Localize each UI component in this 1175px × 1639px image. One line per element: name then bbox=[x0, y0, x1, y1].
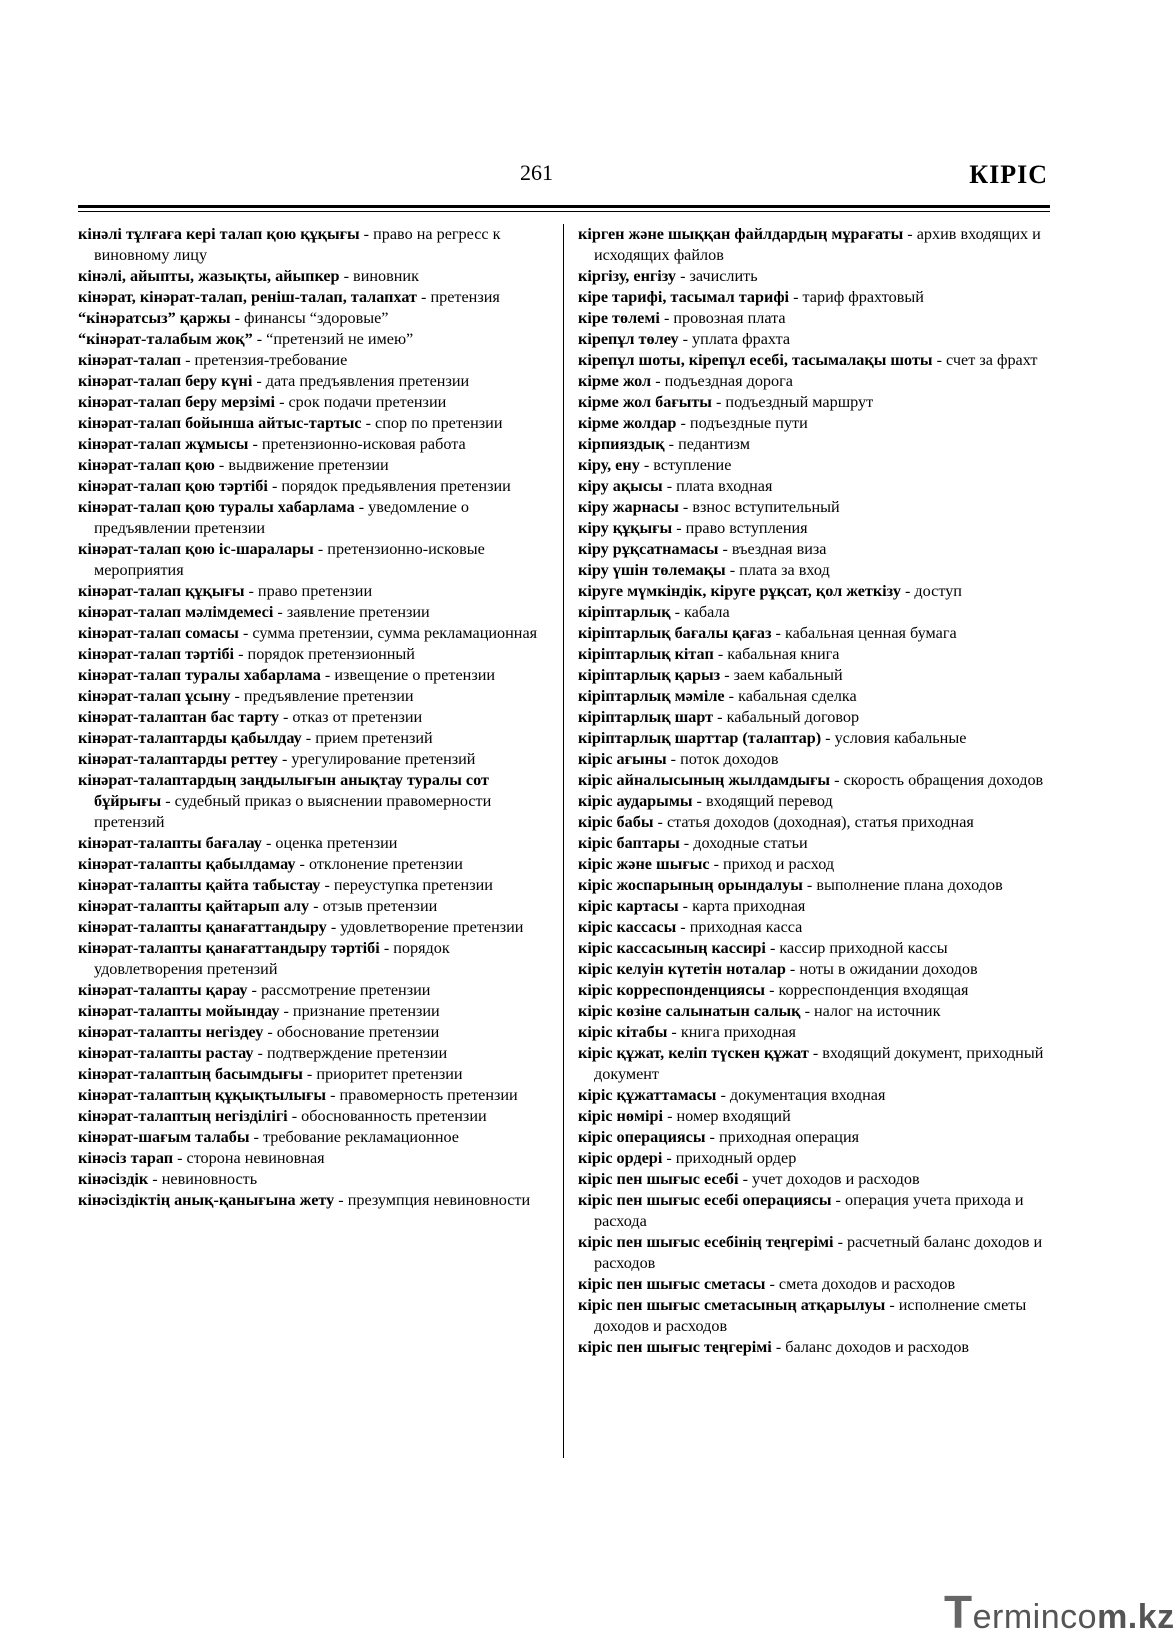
entry-definition: - приходный ордер bbox=[662, 1149, 797, 1167]
entry-term: кіріс аударымы bbox=[578, 792, 693, 810]
entry-term: кінәсіздіктің анық-қанығына жету bbox=[78, 1191, 335, 1209]
entry-definition: - кабала bbox=[670, 603, 730, 621]
dictionary-entry bbox=[578, 728, 1056, 749]
entry-definition: - переуступка претензии bbox=[320, 876, 493, 894]
dictionary-entry bbox=[578, 707, 1056, 728]
entry-definition: - правомерность претензии bbox=[326, 1086, 518, 1104]
entry-definition: - претензия-требование bbox=[181, 351, 348, 369]
entry-definition: - зачислить bbox=[676, 267, 758, 285]
entry-definition: - приходная операция bbox=[705, 1128, 860, 1146]
dictionary-entry bbox=[578, 518, 1056, 539]
entry-term: кіру құқығы bbox=[578, 519, 673, 537]
dictionary-entry bbox=[578, 896, 1056, 917]
entry-term: кінәрат-талап беру күні bbox=[78, 372, 253, 390]
dictionary-entry bbox=[78, 287, 546, 308]
entry-definition: - плата за вход bbox=[725, 561, 830, 579]
dictionary-entry bbox=[578, 1106, 1056, 1127]
entry-term: кінәрат-талапты негіздеу bbox=[78, 1023, 264, 1041]
entry-term: кінәлі тұлғаға кері талап қою құқығы bbox=[78, 225, 360, 243]
entry-definition: - корреспонденция входящая bbox=[765, 981, 969, 999]
entry-term: кіріс жоспарының орындалуы bbox=[578, 876, 803, 894]
entry-definition: - прием претензий bbox=[301, 729, 433, 747]
entry-definition: - взнос вступительный bbox=[678, 498, 840, 516]
entry-term: кіру, ену bbox=[578, 456, 640, 474]
dictionary-entry bbox=[78, 224, 546, 266]
entry-term: кінәрат-талап бойынша айтыс-тартыс bbox=[78, 414, 362, 432]
entry-term: “кінәрат-талабым жоқ” bbox=[78, 330, 253, 348]
dictionary-entry bbox=[78, 455, 546, 476]
dictionary-entry bbox=[578, 560, 1056, 581]
entry-definition: - финансы “здоровые” bbox=[230, 309, 389, 327]
dictionary-entry bbox=[578, 602, 1056, 623]
entry-term: кірепұл төлеу bbox=[578, 330, 679, 348]
entry-term: кінәрат-талап ұсыну bbox=[78, 687, 231, 705]
dictionary-entry bbox=[578, 224, 1056, 266]
entry-term: кінәрат-талаптарды реттеу bbox=[78, 750, 278, 768]
right-column bbox=[578, 224, 1056, 1358]
entry-term: кінәрат-талап қою іс-шаралары bbox=[78, 540, 314, 558]
dictionary-entry bbox=[578, 812, 1056, 833]
entry-term: кінәрат, кінәрат-талап, реніш-талап, талапхат bbox=[78, 288, 417, 306]
dictionary-entry bbox=[578, 266, 1056, 287]
dictionary-entry bbox=[78, 1064, 546, 1085]
entry-definition: - условия кабальные bbox=[821, 729, 967, 747]
left-column bbox=[78, 224, 546, 1211]
entry-definition: - претензия bbox=[416, 288, 500, 306]
entry-term: кіріптарлық bbox=[578, 603, 671, 621]
dictionary-entry bbox=[578, 791, 1056, 812]
entry-term: кіріптарлық бағалы қағаз bbox=[578, 624, 772, 642]
entry-term: кінәрат-талапты бағалау bbox=[78, 834, 262, 852]
dictionary-entry bbox=[78, 833, 546, 854]
entry-definition: - кабальная сделка bbox=[724, 687, 857, 705]
entry-term: кіріс кассасының кассирі bbox=[578, 939, 766, 957]
entry-term: кіруге мүмкіндік, кіруге рұқсат, қол жеткізу bbox=[578, 582, 901, 600]
entry-term: кінәрат-талапты растау bbox=[78, 1044, 254, 1062]
header-rule-thin bbox=[78, 211, 1050, 212]
entry-term: кінәрат-талаптан бас тарту bbox=[78, 708, 279, 726]
entry-term: кінәрат-талапты қайтарып алу bbox=[78, 897, 310, 915]
entry-definition: - подъездный маршрут bbox=[711, 393, 874, 411]
entry-term: кіріс айналысының жылдамдығы bbox=[578, 771, 831, 789]
dictionary-entry bbox=[78, 728, 546, 749]
entry-term: кінәсіз тарап bbox=[78, 1149, 174, 1167]
entry-definition: - судебный приказ о выяснении правомерности претензий bbox=[94, 792, 492, 831]
dictionary-entry bbox=[578, 959, 1056, 980]
logo-letter-o: о bbox=[1077, 1598, 1098, 1636]
entry-definition: - доходные статьи bbox=[679, 834, 808, 852]
entry-definition: - педантизм bbox=[664, 435, 750, 453]
dictionary-entry bbox=[78, 1085, 546, 1106]
dictionary-entry bbox=[578, 329, 1056, 350]
entry-definition: - выполнение плана доходов bbox=[802, 876, 1003, 894]
dictionary-entry bbox=[578, 371, 1056, 392]
entry-definition: - кабальный договор bbox=[713, 708, 860, 726]
entry-definition: - срок подачи претензии bbox=[275, 393, 447, 411]
entry-term: кіріс көзіне салынатын салық bbox=[578, 1002, 801, 1020]
entry-definition: - расчетный баланс доходов и расходов bbox=[594, 1233, 1043, 1272]
dictionary-entry bbox=[578, 287, 1056, 308]
dictionary-entry bbox=[578, 455, 1056, 476]
entry-definition: - подъездная дорога bbox=[651, 372, 793, 390]
entry-term: кінәрат-талапты қабылдамау bbox=[78, 855, 296, 873]
entry-definition: - презумпция невиновности bbox=[334, 1191, 531, 1209]
entry-definition: - кассир приходной кассы bbox=[765, 939, 948, 957]
entry-definition: - уведомление о предъявлении претензии bbox=[94, 498, 469, 537]
entry-definition: - отказ от претензии bbox=[278, 708, 423, 726]
entry-term: кіре төлемі bbox=[578, 309, 660, 327]
entry-term: кінәрат-талапты қарау bbox=[78, 981, 248, 999]
entry-term: кіріс кітабы bbox=[578, 1023, 668, 1041]
entry-term: кінәрат-талап құқығы bbox=[78, 582, 245, 600]
entry-term: кінәлі, айыпты, жазықты, айыпкер bbox=[78, 267, 340, 285]
termincom-logo[interactable] bbox=[944, 1585, 1175, 1639]
entry-definition: - приходная касса bbox=[676, 918, 803, 936]
entry-definition: - право вступления bbox=[672, 519, 808, 537]
dictionary-entry bbox=[78, 539, 546, 581]
dictionary-entry bbox=[78, 854, 546, 875]
entry-definition: - порядок удовлетворения претензий bbox=[94, 939, 450, 978]
dictionary-entry bbox=[578, 1337, 1056, 1358]
entry-term: кінәрат-талап қою тәртібі bbox=[78, 477, 268, 495]
dictionary-entry bbox=[78, 1022, 546, 1043]
entry-definition: - сумма претензии, сумма рекламационная bbox=[238, 624, 538, 642]
entry-term: кіріс ордері bbox=[578, 1149, 663, 1167]
entry-definition: - отклонение претензии bbox=[295, 855, 463, 873]
entry-definition: - учет доходов и расходов bbox=[738, 1170, 920, 1188]
entry-term: кінәрат-талапты қанағаттандыру bbox=[78, 918, 327, 936]
entry-term: кіріс картасы bbox=[578, 897, 679, 915]
dictionary-entry bbox=[78, 665, 546, 686]
page-number: 261 bbox=[520, 160, 553, 185]
entry-term: кірме жолдар bbox=[578, 414, 677, 432]
dictionary-entry bbox=[578, 413, 1056, 434]
dictionary-entry bbox=[578, 497, 1056, 518]
entry-term: кіріптарлық шарттар (талаптар) bbox=[578, 729, 822, 747]
dictionary-entry bbox=[578, 623, 1056, 644]
entry-definition: - оценка претензии bbox=[261, 834, 398, 852]
entry-definition: - операция учета прихода и расхода bbox=[594, 1191, 1024, 1230]
entry-definition: - заем кабальный bbox=[720, 666, 843, 684]
entry-definition: - статья доходов (доходная), статья приходная bbox=[653, 813, 974, 831]
entry-definition: - провозная плата bbox=[659, 309, 786, 327]
entry-term: кіріс бабы bbox=[578, 813, 654, 831]
entry-term: кіріс корреспонденциясы bbox=[578, 981, 766, 999]
dictionary-entry bbox=[578, 1085, 1056, 1106]
entry-term: “кінәратсыз” қаржы bbox=[78, 309, 231, 327]
entry-term: кіріс құжат, келіп түскен құжат bbox=[578, 1044, 809, 1062]
dictionary-entry bbox=[78, 1190, 546, 1211]
entry-definition: - плата входная bbox=[662, 477, 773, 495]
entry-definition: - доступ bbox=[900, 582, 962, 600]
entry-definition: - “претензий не имею” bbox=[252, 330, 414, 348]
entry-definition: - претензионно-исковая работа bbox=[248, 435, 466, 453]
entry-term: кінәрат-талап жұмысы bbox=[78, 435, 249, 453]
dictionary-entry bbox=[78, 266, 546, 287]
entry-definition: - приоритет претензии bbox=[302, 1065, 463, 1083]
dictionary-entry bbox=[578, 665, 1056, 686]
dictionary-entry bbox=[78, 980, 546, 1001]
entry-term: кіру үшін төлемақы bbox=[578, 561, 726, 579]
running-head: КІРІС bbox=[969, 160, 1048, 189]
dictionary-entry bbox=[578, 1190, 1056, 1232]
entry-definition: - сторона невиновная bbox=[173, 1149, 325, 1167]
entry-definition: - удовлетворение претензии bbox=[326, 918, 524, 936]
entry-term: кінәрат-талап қою туралы хабарлама bbox=[78, 498, 355, 516]
dictionary-entry bbox=[578, 350, 1056, 371]
entry-definition: - признание претензии bbox=[279, 1002, 440, 1020]
entry-definition: - вступление bbox=[639, 456, 732, 474]
entry-term: кінәсіздік bbox=[78, 1170, 149, 1188]
entry-definition: - уплата фрахта bbox=[678, 330, 791, 348]
entry-definition: - подтверждение претензии bbox=[253, 1044, 448, 1062]
entry-definition: - предъявление претензии bbox=[230, 687, 414, 705]
dictionary-entry bbox=[78, 1127, 546, 1148]
dictionary-entry bbox=[78, 581, 546, 602]
entry-definition: - номер входящий bbox=[663, 1107, 791, 1125]
dictionary-entry bbox=[578, 1043, 1056, 1085]
entry-term: кіргізу, енгізу bbox=[578, 267, 677, 285]
dictionary-entry bbox=[78, 329, 546, 350]
dictionary-entry bbox=[78, 476, 546, 497]
entry-definition: - урегулирование претензий bbox=[277, 750, 476, 768]
dictionary-entry bbox=[78, 434, 546, 455]
dictionary-entry bbox=[578, 1169, 1056, 1190]
entry-term: кіріс пен шығыс есебінің теңгерімі bbox=[578, 1233, 834, 1251]
entry-definition: - заявление претензии bbox=[273, 603, 430, 621]
dictionary-entry bbox=[578, 749, 1056, 770]
entry-term: кінәрат-талаптың басымдығы bbox=[78, 1065, 303, 1083]
entry-definition: - отзыв претензии bbox=[309, 897, 438, 915]
dictionary-entry bbox=[578, 476, 1056, 497]
dictionary-entry bbox=[78, 644, 546, 665]
entry-term: кіріс ағыны bbox=[578, 750, 667, 768]
entry-term: кінәрат-шағым талабы bbox=[78, 1128, 250, 1146]
entry-term: кінәрат-талап туралы хабарлама bbox=[78, 666, 321, 684]
entry-term: кірепұл шоты, кірепұл есебі, тасымалақы шоты bbox=[578, 351, 933, 369]
entry-definition: - обоснование претензии bbox=[263, 1023, 440, 1041]
entry-term: кінәрат-талаптардың заңдылығын анықтау туралы сот бұйрығы bbox=[78, 771, 489, 810]
dictionary-entry bbox=[578, 1127, 1056, 1148]
entry-definition: - невиновность bbox=[148, 1170, 258, 1188]
entry-definition: - тариф фрахтовый bbox=[789, 288, 924, 306]
entry-definition: - право на регресс к виновному лицу bbox=[94, 225, 501, 264]
entry-definition: - ноты в ожидании доходов bbox=[785, 960, 978, 978]
entry-term: кіріптарлық мәміле bbox=[578, 687, 725, 705]
dictionary-entry bbox=[78, 1106, 546, 1127]
dictionary-entry bbox=[578, 1022, 1056, 1043]
entry-definition: - поток доходов bbox=[666, 750, 779, 768]
dictionary-entry bbox=[578, 770, 1056, 791]
entry-term: кіріс пен шығыс сметасы bbox=[578, 1275, 766, 1293]
entry-term: кінәрат-талаптың құқықтылығы bbox=[78, 1086, 327, 1104]
dictionary-entry bbox=[78, 1043, 546, 1064]
dictionary-entry bbox=[78, 896, 546, 917]
entry-definition: - въездная виза bbox=[718, 540, 827, 558]
dictionary-entry bbox=[78, 392, 546, 413]
entry-definition: - кабальная ценная бумага bbox=[771, 624, 957, 642]
entry-definition: - обоснованность претензии bbox=[287, 1107, 487, 1125]
logo-text: erminc bbox=[972, 1598, 1078, 1636]
dictionary-entry bbox=[78, 938, 546, 980]
dictionary-entry bbox=[78, 1001, 546, 1022]
entry-definition: - баланс доходов и расходов bbox=[771, 1338, 970, 1356]
entry-definition: - претензионно-исковые мероприятия bbox=[94, 540, 485, 579]
entry-term: кінәрат-талаптың негізділігі bbox=[78, 1107, 288, 1125]
dictionary-entry bbox=[578, 833, 1056, 854]
dictionary-entry bbox=[578, 917, 1056, 938]
dictionary-entry bbox=[78, 350, 546, 371]
entry-definition: - порядок претензионный bbox=[234, 645, 415, 663]
dictionary-entry bbox=[578, 938, 1056, 959]
entry-definition: - архив входящих и исходящих файлов bbox=[594, 225, 1041, 264]
entry-definition: - входящий документ, приходный документ bbox=[594, 1044, 1044, 1083]
entry-definition: - кабальная книга bbox=[713, 645, 840, 663]
entry-definition: - рассмотрение претензии bbox=[247, 981, 431, 999]
entry-term: кінәрат-талап тәртібі bbox=[78, 645, 235, 663]
entry-term: кірме жол bbox=[578, 372, 652, 390]
entry-term: кірпияздық bbox=[578, 435, 665, 453]
entry-definition: - смета доходов и расходов bbox=[765, 1275, 956, 1293]
logo-tld: m.kz bbox=[1097, 1598, 1175, 1636]
dictionary-entry bbox=[578, 1001, 1056, 1022]
entry-term: кінәрат-талаптарды қабылдау bbox=[78, 729, 302, 747]
dictionary-entry bbox=[578, 1232, 1056, 1274]
entry-term: кіріс кассасы bbox=[578, 918, 677, 936]
dictionary-entry bbox=[578, 434, 1056, 455]
entry-definition: - книга приходная bbox=[667, 1023, 796, 1041]
dictionary-entry bbox=[578, 980, 1056, 1001]
entry-term: кірме жол бағыты bbox=[578, 393, 712, 411]
entry-term: кіріс пен шығыс есебі операциясы bbox=[578, 1191, 832, 1209]
dictionary-entry bbox=[78, 770, 546, 833]
entry-term: кіріс және шығыс bbox=[578, 855, 710, 873]
entry-term: кіріс пен шығыс есебі bbox=[578, 1170, 739, 1188]
dictionary-entry bbox=[578, 392, 1056, 413]
dictionary-entry bbox=[78, 686, 546, 707]
entry-definition: - входящий перевод bbox=[692, 792, 833, 810]
entry-term: кіріптарлық кітап bbox=[578, 645, 714, 663]
dictionary-entry bbox=[578, 1148, 1056, 1169]
entry-term: кіріс пен шығыс теңгерімі bbox=[578, 1338, 772, 1356]
entry-definition: - дата предъявления претензии bbox=[252, 372, 470, 390]
entry-term: кінәрат-талап беру мерзімі bbox=[78, 393, 276, 411]
dictionary-entry bbox=[578, 1274, 1056, 1295]
entry-term: кіру рұқсатнамасы bbox=[578, 540, 719, 558]
dictionary-entry bbox=[578, 686, 1056, 707]
entry-term: кіру жарнасы bbox=[578, 498, 679, 516]
entry-term: кіріс нөмірі bbox=[578, 1107, 664, 1125]
entry-definition: - счет за фрахт bbox=[932, 351, 1038, 369]
dictionary-entry bbox=[78, 1169, 546, 1190]
entry-term: кіріс пен шығыс сметасының атқарылуы bbox=[578, 1296, 886, 1314]
entry-definition: - право претензии bbox=[244, 582, 373, 600]
dictionary-entry bbox=[78, 602, 546, 623]
dictionary-entry bbox=[578, 1295, 1056, 1337]
entry-term: кінәрат-талапты қайта табыстау bbox=[78, 876, 321, 894]
entry-definition: - виновник bbox=[339, 267, 419, 285]
dictionary-entry bbox=[78, 707, 546, 728]
dictionary-entry bbox=[578, 581, 1056, 602]
entry-term: кінәрат-талап мәлімдемесі bbox=[78, 603, 274, 621]
dictionary-entry bbox=[578, 875, 1056, 896]
dictionary-entry bbox=[578, 539, 1056, 560]
dictionary-entry bbox=[78, 371, 546, 392]
dictionary-entry bbox=[578, 644, 1056, 665]
dictionary-entry bbox=[578, 308, 1056, 329]
dictionary-entry bbox=[578, 854, 1056, 875]
column-divider bbox=[563, 224, 564, 1458]
entry-definition: - исполнение сметы доходов и расходов bbox=[594, 1296, 1027, 1335]
entry-term: кінәрат-талап bbox=[78, 351, 182, 369]
dictionary-entry bbox=[78, 308, 546, 329]
dictionary-entry bbox=[78, 875, 546, 896]
entry-definition: - спор по претензии bbox=[361, 414, 503, 432]
entry-term: кіріптарлық шарт bbox=[578, 708, 714, 726]
dictionary-entry bbox=[78, 749, 546, 770]
entry-term: кінәрат-талап сомасы bbox=[78, 624, 239, 642]
entry-term: кіріптарлық қарыз bbox=[578, 666, 721, 684]
entry-term: кінәрат-талапты мойындау bbox=[78, 1002, 280, 1020]
entry-definition: - порядок предьявления претензии bbox=[267, 477, 511, 495]
entry-term: кіріс операциясы bbox=[578, 1128, 706, 1146]
entry-definition: - приход и расход bbox=[709, 855, 835, 873]
entry-definition: - подъездные пути bbox=[676, 414, 808, 432]
entry-definition: - скорость обращения доходов bbox=[830, 771, 1044, 789]
dictionary-entry bbox=[78, 497, 546, 539]
entry-definition: - карта приходная bbox=[678, 897, 806, 915]
entry-term: кінәрат-талап қою bbox=[78, 456, 215, 474]
entry-definition: - налог на источник bbox=[800, 1002, 941, 1020]
entry-term: кіру ақысы bbox=[578, 477, 663, 495]
entry-definition: - требование рекламационное bbox=[249, 1128, 459, 1146]
entry-term: кінәрат-талапты қанағаттандыру тәртібі bbox=[78, 939, 380, 957]
entry-term: кіріс келуін күтетін ноталар bbox=[578, 960, 786, 978]
dictionary-entry bbox=[78, 917, 546, 938]
dictionary-entry bbox=[78, 1148, 546, 1169]
entry-term: кіре тарифі, тасымал тарифі bbox=[578, 288, 790, 306]
dictionary-entry bbox=[78, 623, 546, 644]
entry-definition: - документация входная bbox=[716, 1086, 886, 1104]
header-rule-thick bbox=[78, 205, 1050, 208]
entry-definition: - извещение о претензии bbox=[320, 666, 496, 684]
logo-letter-t: T bbox=[944, 1586, 973, 1638]
entry-term: кіріс баптары bbox=[578, 834, 680, 852]
entry-definition: - выдвижение претензии bbox=[214, 456, 389, 474]
entry-term: кіріс құжаттамасы bbox=[578, 1086, 717, 1104]
entry-term: кірген және шыққан файлдардың мұрағаты bbox=[578, 225, 904, 243]
dictionary-entry bbox=[78, 413, 546, 434]
